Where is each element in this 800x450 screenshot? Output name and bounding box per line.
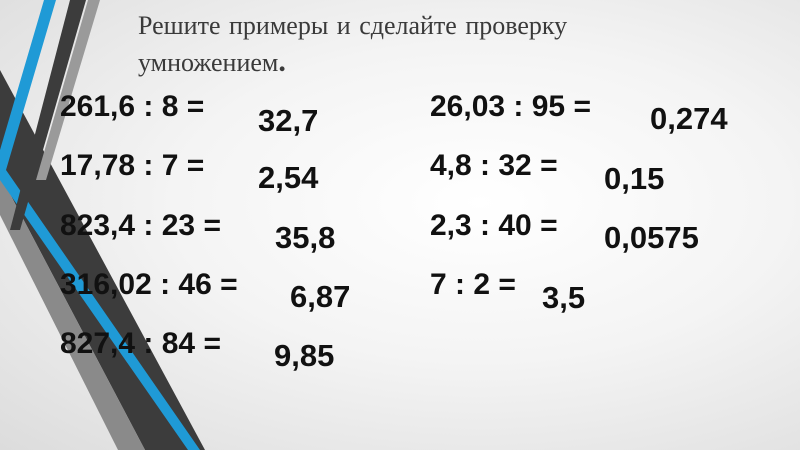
left-answer-4: 6,87 — [290, 279, 351, 314]
right-answer-1: 0,274 — [650, 101, 728, 136]
right-expression-3: 2,3 : 40 = — [430, 209, 558, 242]
right-expression-2: 4,8 : 32 = — [430, 149, 558, 182]
right-expression-4: 7 : 2 = — [430, 268, 516, 301]
left-expression-3: 823,4 : 23 = — [60, 209, 221, 242]
title-period: . — [278, 45, 286, 78]
left-expression-1: 261,6 : 8 = — [60, 90, 205, 123]
right-expression-1: 26,03 : 95 = — [430, 90, 591, 123]
right-answer-3: 0,0575 — [604, 220, 699, 255]
left-answer-2: 2,54 — [258, 160, 319, 195]
right-answer-4: 3,5 — [542, 280, 586, 315]
right-answer-2: 0,15 — [604, 161, 665, 196]
left-answer-3: 35,8 — [275, 220, 336, 255]
left-expression-5: 827,4 : 84 = — [60, 327, 221, 360]
title-text: Решите примеры и сделайте проверку умножением — [138, 11, 568, 77]
left-answer-1: 32,7 — [258, 103, 319, 138]
left-expression-2: 17,78 : 7 = — [60, 149, 205, 182]
left-expression-4: 316,02 : 46 = — [60, 268, 238, 301]
left-answer-5: 9,85 — [274, 338, 335, 373]
slide-title — [138, 8, 698, 81]
